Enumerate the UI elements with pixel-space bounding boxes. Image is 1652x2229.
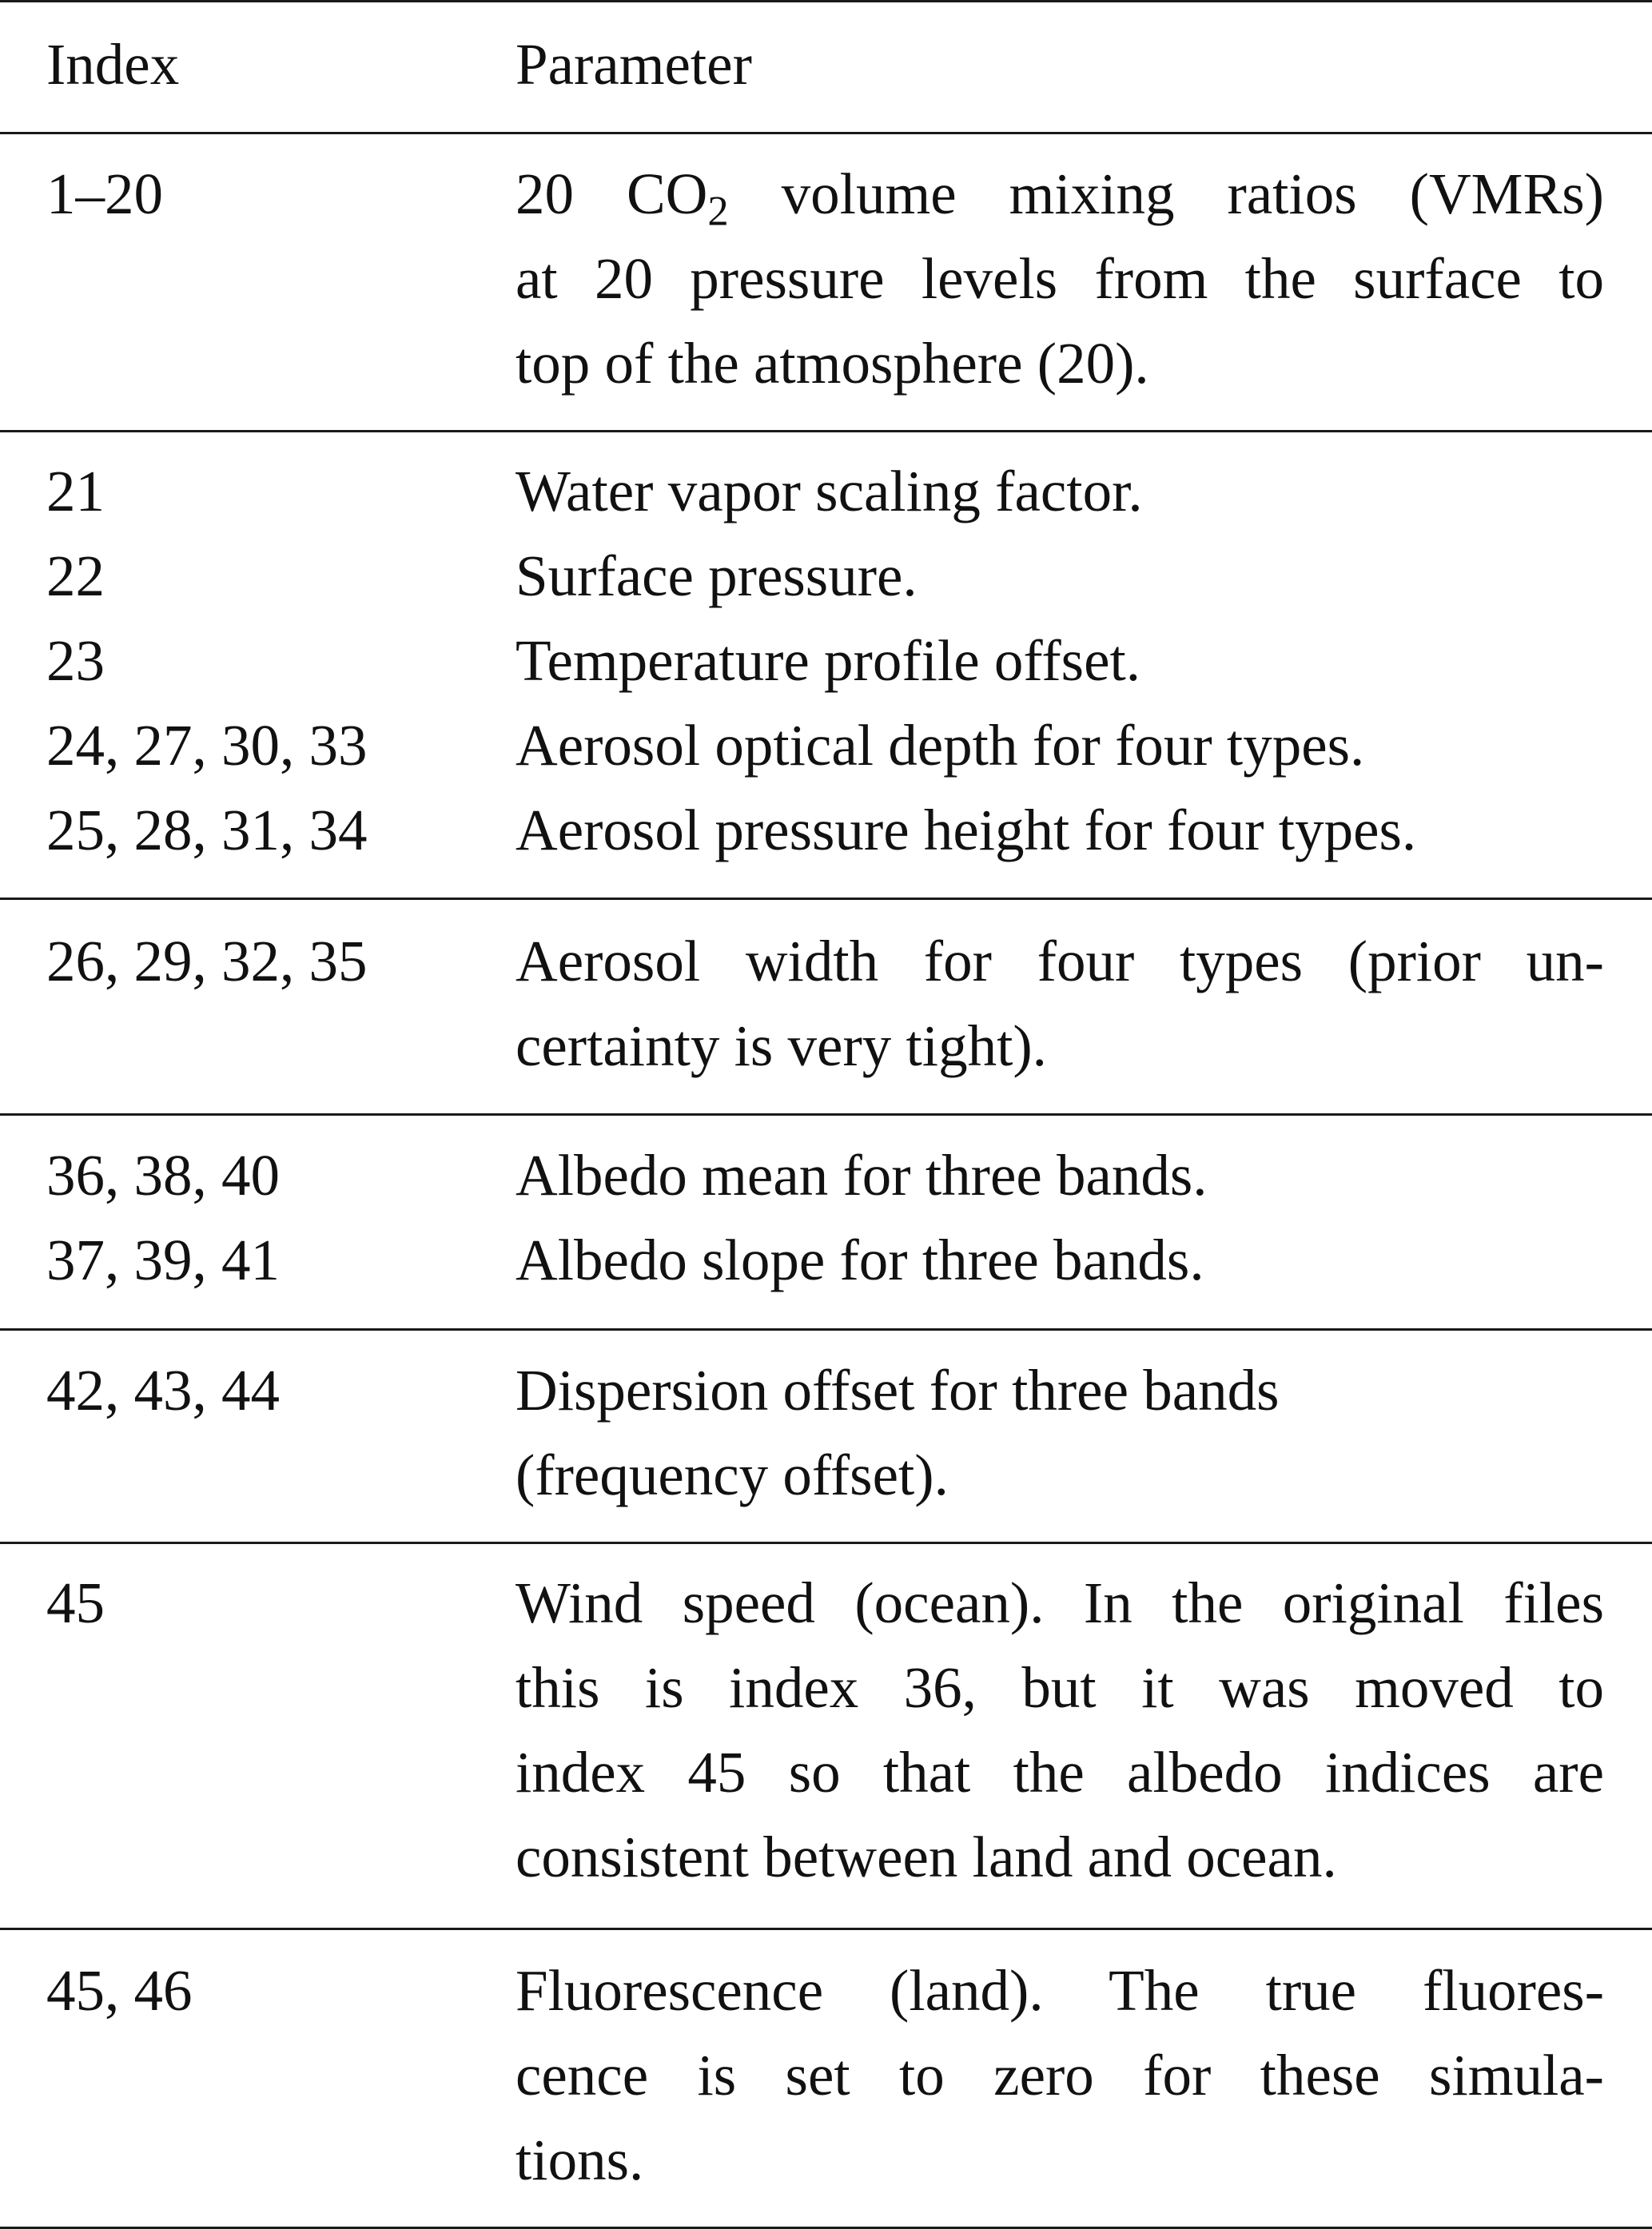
row-index: 45 xyxy=(46,1570,105,1635)
row-divider xyxy=(0,430,1652,432)
row-parameter xyxy=(516,152,1604,406)
row-index: 26, 29, 32, 35 xyxy=(46,929,368,993)
row-index: 23 xyxy=(46,628,105,693)
row-divider xyxy=(0,1542,1652,1544)
row-parameter xyxy=(516,449,1604,873)
parameter-line: certainty is very tight). xyxy=(516,1013,1047,1078)
parameter-line: Temperature profile offset. xyxy=(516,628,1141,693)
parameter-text: 20 CO xyxy=(516,161,708,226)
row-parameter xyxy=(516,1133,1604,1303)
parameter-line: Wind speed (ocean). In the original files xyxy=(516,1570,1604,1635)
top-rule xyxy=(0,0,1652,2)
header-rule xyxy=(0,132,1652,134)
row-divider xyxy=(0,1928,1652,1930)
row-index: 21 xyxy=(46,459,105,523)
parameter-line: index 45 so that the albedo indices are xyxy=(516,1740,1604,1805)
header-parameter: Parameter xyxy=(516,32,752,97)
row-parameter xyxy=(516,919,1604,1089)
row-divider xyxy=(0,898,1652,900)
parameter-line: top of the atmosphere (20). xyxy=(516,331,1149,396)
parameter-line: consistent between land and ocean. xyxy=(516,1825,1337,1889)
row-index: 36, 38, 40 xyxy=(46,1143,280,1208)
parameter-line: Albedo mean for three bands. xyxy=(516,1143,1208,1208)
row-divider xyxy=(0,1328,1652,1331)
parameter-line: at 20 pressure levels from the surface to xyxy=(516,246,1604,311)
parameter-line: Surface pressure. xyxy=(516,543,918,608)
row-index: 45, 46 xyxy=(46,1958,193,2023)
header-index: Index xyxy=(46,32,180,97)
parameter-line: Dispersion offset for three bands xyxy=(516,1358,1280,1423)
row-index: 22 xyxy=(46,543,105,608)
row-parameter xyxy=(516,1348,1604,1518)
parameter-line: this is index 36, but it was moved to xyxy=(516,1655,1604,1720)
parameter-line: Fluorescence (land). The true fluores- xyxy=(516,1958,1604,2023)
row-parameter xyxy=(516,1948,1604,2203)
row-index: 42, 43, 44 xyxy=(46,1358,280,1423)
parameter-line: (frequency offset). xyxy=(516,1443,949,1507)
row-divider xyxy=(0,1113,1652,1116)
row-parameter xyxy=(516,1561,1604,1900)
parameter-line: Aerosol optical depth for four types. xyxy=(516,713,1365,778)
row-index: 25, 28, 31, 34 xyxy=(46,798,368,862)
subscript: 2 xyxy=(707,188,729,235)
parameter-text: volume mixing ratios (VMRs) xyxy=(728,161,1604,226)
parameter-line xyxy=(516,152,1604,237)
parameter-line: cence is set to zero for these simula- xyxy=(516,2043,1604,2108)
parameter-line: tions. xyxy=(516,2128,644,2192)
row-index: 1–20 xyxy=(46,161,163,226)
parameter-line: Albedo slope for three bands. xyxy=(516,1228,1204,1292)
row-index: 24, 27, 30, 33 xyxy=(46,713,368,778)
parameter-line: Water vapor scaling factor. xyxy=(516,459,1143,523)
parameter-line: Aerosol width for four types (prior un- xyxy=(516,929,1604,993)
row-index: 37, 39, 41 xyxy=(46,1228,280,1292)
parameter-line: Aerosol pressure height for four types. xyxy=(516,798,1417,862)
